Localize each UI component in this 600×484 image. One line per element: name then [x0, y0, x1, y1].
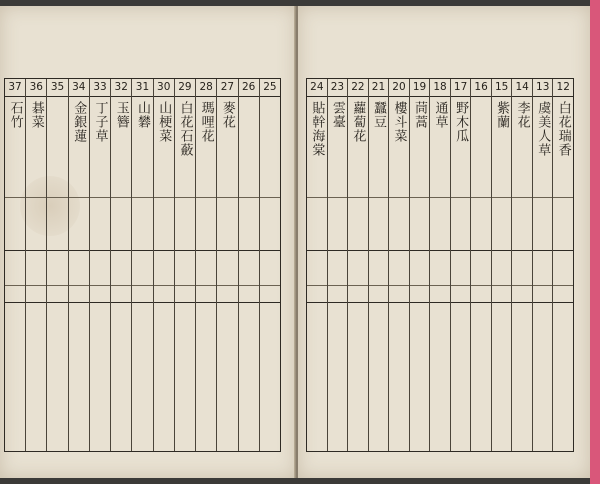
- table-column: [429, 79, 450, 451]
- plant-name: 白花瑞香: [555, 101, 571, 157]
- table-column: [174, 79, 195, 451]
- location-band: [369, 250, 389, 285]
- month-band: [492, 285, 512, 303]
- location-band: [533, 250, 553, 285]
- column-number: 28: [196, 79, 216, 97]
- column-number: 36: [26, 79, 46, 97]
- month-band: [348, 285, 368, 303]
- plant-name: 石竹: [7, 101, 23, 129]
- column-number: 19: [410, 79, 430, 97]
- plant-name: 紫蘭: [494, 101, 510, 129]
- month-band: [471, 285, 491, 303]
- location-band: [328, 250, 348, 285]
- reading-band: [471, 197, 491, 250]
- column-number: 17: [451, 79, 471, 97]
- reading-band: [196, 197, 216, 250]
- column-number: 20: [389, 79, 409, 97]
- left-page: [0, 6, 296, 478]
- reading-band: [239, 197, 259, 250]
- plant-name: 貼幹海棠: [309, 101, 325, 157]
- table-column: [307, 79, 327, 451]
- table-column: [511, 79, 532, 451]
- notes-band: [492, 303, 512, 451]
- reading-band: [533, 197, 553, 250]
- reading-band: [307, 197, 327, 250]
- notes-band: [26, 303, 46, 451]
- plant-name: 山梗菜: [156, 101, 172, 143]
- column-number: 34: [69, 79, 89, 97]
- column-number: 29: [175, 79, 195, 97]
- notes-band: [389, 303, 409, 451]
- location-band: [492, 250, 512, 285]
- reading-band: [348, 197, 368, 250]
- reading-band: [26, 197, 46, 250]
- location-band: [217, 250, 237, 285]
- table-column: [347, 79, 368, 451]
- table-column: [110, 79, 131, 451]
- notes-band: [369, 303, 389, 451]
- month-band: [533, 285, 553, 303]
- plant-name: 野木瓜: [453, 101, 469, 143]
- plant-name: 通草: [432, 101, 448, 129]
- location-band: [389, 250, 409, 285]
- location-band: [260, 250, 280, 285]
- reading-band: [512, 197, 532, 250]
- location-band: [196, 250, 216, 285]
- month-band: [430, 285, 450, 303]
- table-column: [552, 79, 573, 451]
- reading-band: [175, 197, 195, 250]
- right-page: [298, 6, 590, 478]
- location-band: [430, 250, 450, 285]
- reading-band: [328, 197, 348, 250]
- table-column: [409, 79, 430, 451]
- table-column: [216, 79, 237, 451]
- plant-name: 雲臺: [329, 101, 345, 129]
- left-table: [4, 78, 281, 452]
- plant-name: 金銀蓮: [71, 101, 87, 143]
- table-column: [89, 79, 110, 451]
- location-band: [451, 250, 471, 285]
- notes-band: [328, 303, 348, 451]
- location-band: [26, 250, 46, 285]
- reading-band: [369, 197, 389, 250]
- column-number: 14: [512, 79, 532, 97]
- location-band: [175, 250, 195, 285]
- plant-name: 丁子草: [92, 101, 108, 143]
- column-number: 12: [553, 79, 573, 97]
- reading-band: [5, 197, 25, 250]
- reading-band: [389, 197, 409, 250]
- location-band: [69, 250, 89, 285]
- notes-band: [217, 303, 237, 451]
- reading-band: [132, 197, 152, 250]
- table-column: [388, 79, 409, 451]
- month-band: [512, 285, 532, 303]
- column-number: 16: [471, 79, 491, 97]
- reading-band: [111, 197, 131, 250]
- month-band: [239, 285, 259, 303]
- plant-name: 蘿蔔花: [350, 101, 366, 143]
- column-number: 26: [239, 79, 259, 97]
- right-columns: [307, 79, 573, 451]
- reading-band: [90, 197, 110, 250]
- column-number: 33: [90, 79, 110, 97]
- month-band: [369, 285, 389, 303]
- left-columns: [5, 79, 280, 451]
- month-band: [69, 285, 89, 303]
- column-number: 23: [328, 79, 348, 97]
- reading-band: [47, 197, 67, 250]
- reading-band: [260, 197, 280, 250]
- plant-name: 麥花: [219, 101, 235, 129]
- column-number: 13: [533, 79, 553, 97]
- location-band: [154, 250, 174, 285]
- reading-band: [154, 197, 174, 250]
- notes-band: [533, 303, 553, 451]
- notes-band: [430, 303, 450, 451]
- month-band: [553, 285, 573, 303]
- table-column: [259, 79, 280, 451]
- location-band: [410, 250, 430, 285]
- column-number: 15: [492, 79, 512, 97]
- notes-band: [239, 303, 259, 451]
- table-column: [131, 79, 152, 451]
- reading-band: [451, 197, 471, 250]
- notes-band: [69, 303, 89, 451]
- location-band: [239, 250, 259, 285]
- notes-band: [410, 303, 430, 451]
- notes-band: [553, 303, 573, 451]
- location-band: [90, 250, 110, 285]
- month-band: [5, 285, 25, 303]
- month-band: [47, 285, 67, 303]
- notes-band: [154, 303, 174, 451]
- month-band: [196, 285, 216, 303]
- month-band: [217, 285, 237, 303]
- plant-name: 玉簪: [113, 101, 129, 129]
- table-column: [68, 79, 89, 451]
- location-band: [132, 250, 152, 285]
- notes-band: [512, 303, 532, 451]
- table-column: [153, 79, 174, 451]
- table-column: [491, 79, 512, 451]
- reading-band: [492, 197, 512, 250]
- column-number: 37: [5, 79, 25, 97]
- month-band: [389, 285, 409, 303]
- notes-band: [132, 303, 152, 451]
- column-number: 27: [217, 79, 237, 97]
- plant-name: 虞美人草: [535, 101, 551, 157]
- location-band: [512, 250, 532, 285]
- notes-band: [471, 303, 491, 451]
- location-band: [471, 250, 491, 285]
- plant-name: 山礬: [134, 101, 150, 129]
- month-band: [132, 285, 152, 303]
- right-table: [306, 78, 574, 452]
- column-number: 35: [47, 79, 67, 97]
- plant-name: 蠶豆: [370, 101, 386, 129]
- plant-name: 樓斗菜: [391, 101, 407, 143]
- column-number: 31: [132, 79, 152, 97]
- table-column: [368, 79, 389, 451]
- month-band: [154, 285, 174, 303]
- notes-band: [5, 303, 25, 451]
- column-number: 18: [430, 79, 450, 97]
- table-column: [46, 79, 67, 451]
- table-column: [327, 79, 348, 451]
- plant-name: 李花: [514, 101, 530, 129]
- plant-name: 碁菜: [28, 101, 44, 129]
- location-band: [111, 250, 131, 285]
- column-number: 32: [111, 79, 131, 97]
- table-column: [450, 79, 471, 451]
- reading-band: [410, 197, 430, 250]
- column-number: 22: [348, 79, 368, 97]
- table-column: [238, 79, 259, 451]
- month-band: [307, 285, 327, 303]
- notes-band: [111, 303, 131, 451]
- table-column: [195, 79, 216, 451]
- location-band: [307, 250, 327, 285]
- month-band: [260, 285, 280, 303]
- notes-band: [175, 303, 195, 451]
- column-number: 25: [260, 79, 280, 97]
- book-binding: [590, 0, 600, 484]
- plant-name: 茼蒿: [412, 101, 428, 129]
- location-band: [553, 250, 573, 285]
- month-band: [90, 285, 110, 303]
- plant-name: 白花石蘞: [177, 101, 193, 157]
- column-number: 30: [154, 79, 174, 97]
- plant-name: 瑪哩花: [198, 101, 214, 143]
- month-band: [410, 285, 430, 303]
- month-band: [26, 285, 46, 303]
- column-number: 24: [307, 79, 327, 97]
- reading-band: [430, 197, 450, 250]
- location-band: [47, 250, 67, 285]
- reading-band: [69, 197, 89, 250]
- notes-band: [451, 303, 471, 451]
- month-band: [175, 285, 195, 303]
- notes-band: [47, 303, 67, 451]
- reading-band: [553, 197, 573, 250]
- notes-band: [307, 303, 327, 451]
- month-band: [328, 285, 348, 303]
- notes-band: [348, 303, 368, 451]
- column-number: 21: [369, 79, 389, 97]
- notes-band: [196, 303, 216, 451]
- table-column: [25, 79, 46, 451]
- location-band: [5, 250, 25, 285]
- month-band: [111, 285, 131, 303]
- month-band: [451, 285, 471, 303]
- location-band: [348, 250, 368, 285]
- table-column: [470, 79, 491, 451]
- notes-band: [260, 303, 280, 451]
- table-column: [532, 79, 553, 451]
- notes-band: [90, 303, 110, 451]
- table-column: [5, 79, 25, 451]
- reading-band: [217, 197, 237, 250]
